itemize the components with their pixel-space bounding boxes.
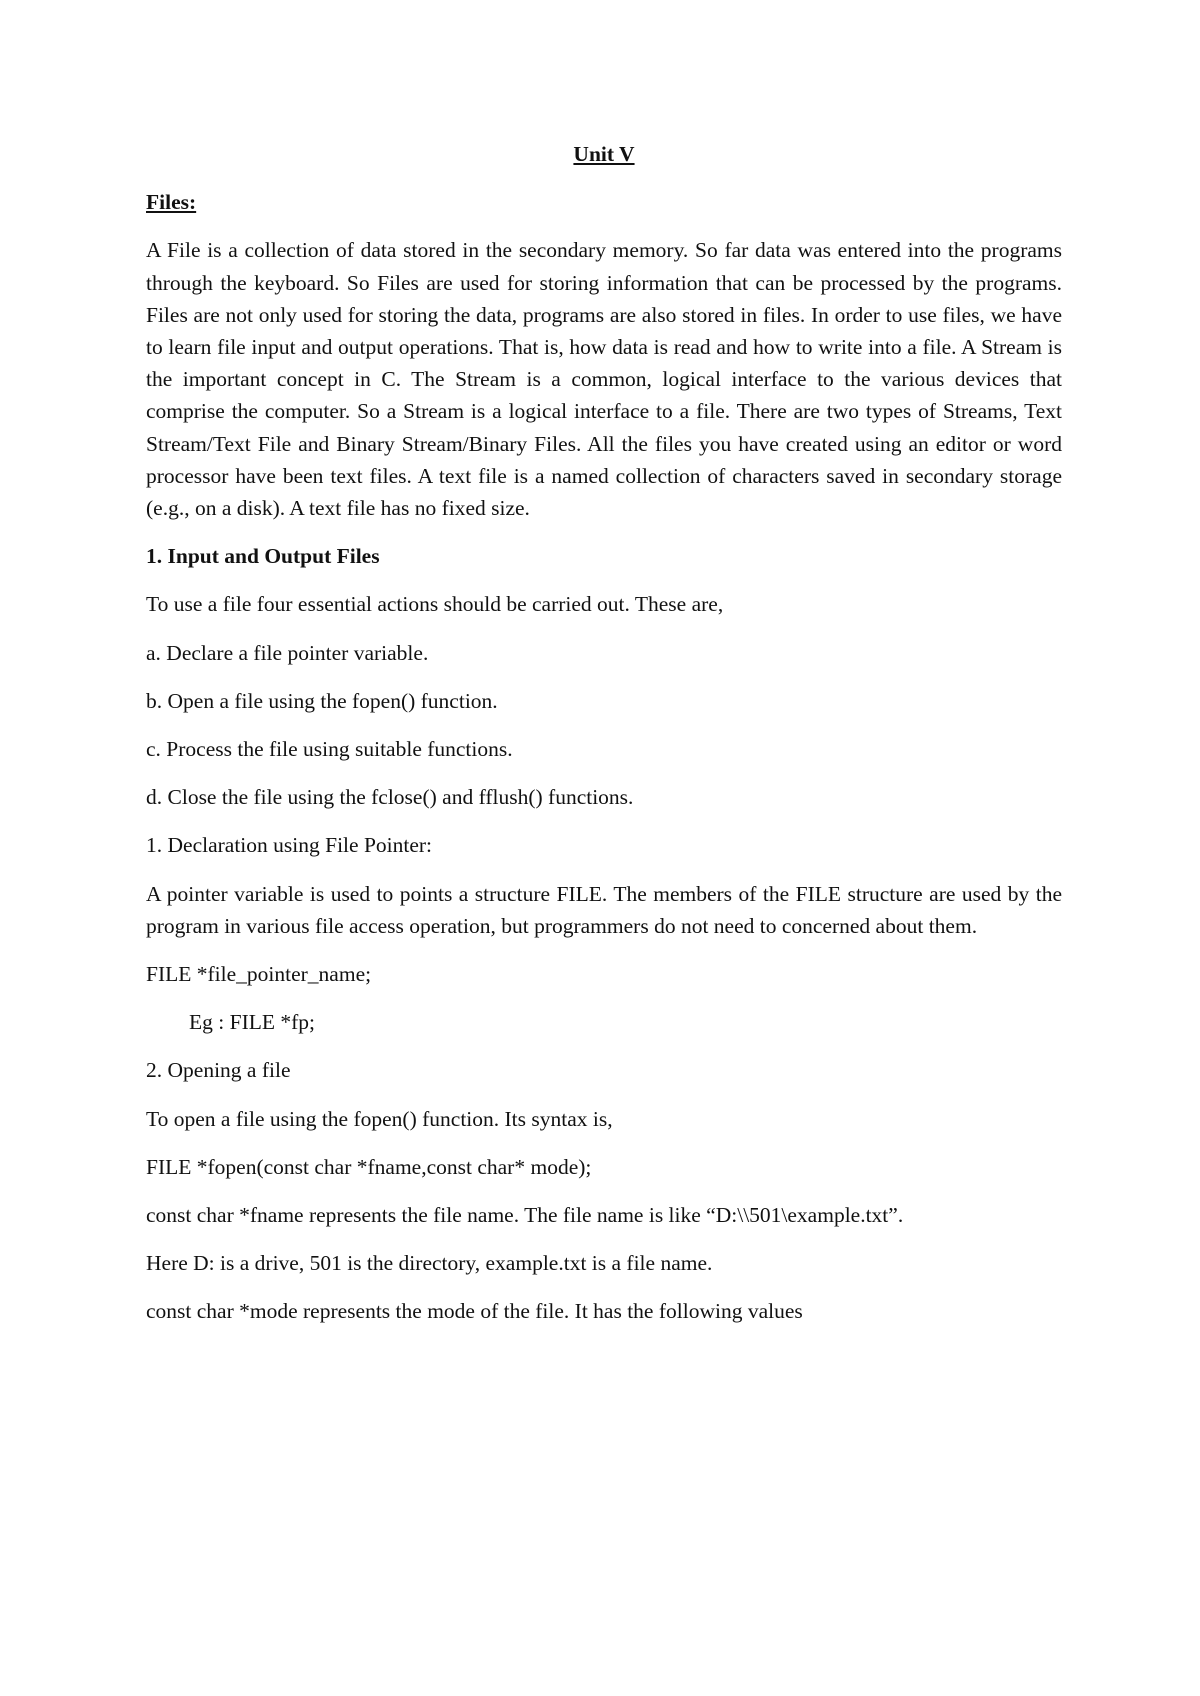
step-item-open: b. Open a file using the fopen() function. — [146, 688, 498, 713]
subheading-opening-file: 2. Opening a file — [146, 1058, 291, 1083]
drive-description: Here D: is a drive, 501 is the directory, example.txt is a file name. — [146, 1251, 713, 1276]
step-item-declare: a. Declare a file pointer variable. — [146, 640, 429, 665]
fopen-syntax: FILE *fopen(const char *fname,const char* mode); — [146, 1154, 592, 1179]
subheading-declaration: 1. Declaration using File Pointer: — [146, 833, 433, 858]
mode-description: const char *mode represents the mode of the file. It has the following values — [146, 1299, 803, 1324]
declaration-paragraph: A pointer variable is used to points a structure FILE. The members of the FILE structure are used by the program in various file access operation, but programmers do not need to concerned about them. — [146, 881, 1062, 938]
section-heading-input-output-files: 1. Input and Output Files — [146, 544, 380, 569]
intro-paragraph: A File is a collection of data stored in the secondary memory. So far data was entered into the programs through the keyboard. So Files are used for storing information that can be processed by the programs. Files are not only used for storing the data, programs are also stored in files. In order to use files, we have to learn file input and output operations. That is, how data is read and how to write into a file. A Stream is the important concept in C. The Stream is a common, logical interface to the various devices that comprise the computer. So a Stream is a logical interface to a file. There are two types of Streams, Text Stream/Text File and Binary Stream/Binary Files. All the files you have created using an editor or word processor have been text files. A text file is a named collection of characters saved in secondary storage (e.g., on a disk). A text file has no fixed size. — [146, 238, 1062, 521]
declaration-example: Eg : FILE *fp; — [189, 1010, 315, 1035]
opening-intro-text: To open a file using the fopen() function. Its syntax is, — [146, 1106, 613, 1131]
fname-description: const char *fname represents the file name. The file name is like “D:\\501\example.txt”. — [146, 1203, 904, 1228]
step-item-process: c. Process the file using suitable functions. — [146, 737, 513, 762]
declaration-syntax: FILE *file_pointer_name; — [146, 962, 372, 987]
step-item-close: d. Close the file using the fclose() and fflush() functions. — [146, 785, 634, 810]
document-page — [146, 138, 1062, 1344]
page-title: Unit V — [573, 142, 635, 166]
files-heading: Files: — [146, 190, 197, 215]
section-intro-text: To use a file four essential actions should be carried out. These are, — [146, 592, 724, 617]
